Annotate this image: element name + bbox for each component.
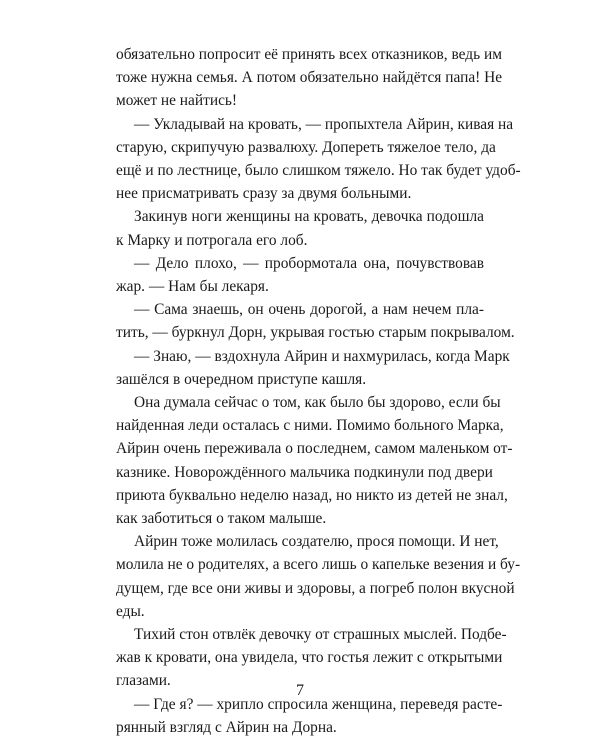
text-line: жав к кровати, она увидела, что гостья лежит с открытыми	[116, 649, 503, 667]
text-line: приюта буквально неделю назад, но никто из детей не знал,	[116, 486, 508, 504]
text-line: старую, скрипучую развалюху. Доперeть тяжелое тело, да	[116, 138, 496, 156]
text-line: еды.	[116, 602, 145, 620]
text-line: дущем, где все они живы и здоровы, а погреб полон вкусной	[116, 579, 515, 597]
page-number: 7	[296, 682, 304, 699]
text-line: Закинув ноги женщины на кровать, девочка подошла	[134, 208, 484, 226]
text-line: как заботиться о таком малыше.	[116, 510, 327, 527]
text-line: казнике. Новорождённого мальчика подкинули под двери	[116, 463, 493, 481]
text-line: — Укладывай на кровать, — пропыхтела Айрин, кивая на	[134, 115, 514, 133]
text-line: тоже нужна семья. А потом обязательно найдётся папа! Не	[116, 69, 503, 87]
text-line: рянный взгляд с Айрин на Дорна.	[116, 718, 337, 736]
text-line: Айрин очень переживала о последнем, самом маленьком от-	[116, 440, 513, 458]
text-line: найденная леди осталась с ними. Помимо больного Марка,	[116, 417, 504, 435]
text-line: Тихий стон отвлёк девочку от страшных мыслей. Подбе-	[134, 626, 507, 643]
text-line: обязательно попросит её принять всех отказников, ведь им	[116, 46, 502, 63]
text-line: зашёлся в очередном приступе кашля.	[116, 370, 367, 388]
text-line: глазами.	[116, 672, 171, 690]
text-line: тить, — буркнул Дорн, укрывая гостью старым покрывалом.	[116, 324, 515, 342]
text-line: — Знаю, — вздохнула Айрин и нахмурилась, когда Марк	[134, 347, 510, 365]
text-line: жар. — Нам бы лекаря.	[116, 278, 269, 295]
text-line: молила не о родителях, а всего лишь о капельке везения и бу-	[116, 556, 521, 574]
text-line: — Дело плохо, — пробормотала она, почувствовав	[134, 254, 484, 272]
text-line: Айрин тоже молилась создателю, прося помощи. И нет,	[134, 533, 499, 551]
text-line: может не найтись!	[116, 92, 238, 110]
text-line: нее присматривать сразу за двумя больными.	[116, 185, 412, 203]
text-line: — Где я? — хрипло спросила женщина, переведя расте-	[134, 695, 503, 713]
text-line: ещё и по лестнице, было слишком тяжело. Но так будет удоб-	[116, 162, 521, 179]
text-line: к Марку и потрогала его лоб.	[116, 231, 308, 249]
text-line: Она думала сейчас о том, как было бы здорово, если бы	[134, 394, 501, 411]
text-line: — Сама знаешь, он очень дорогой, а нам нечем пла-	[134, 301, 484, 319]
